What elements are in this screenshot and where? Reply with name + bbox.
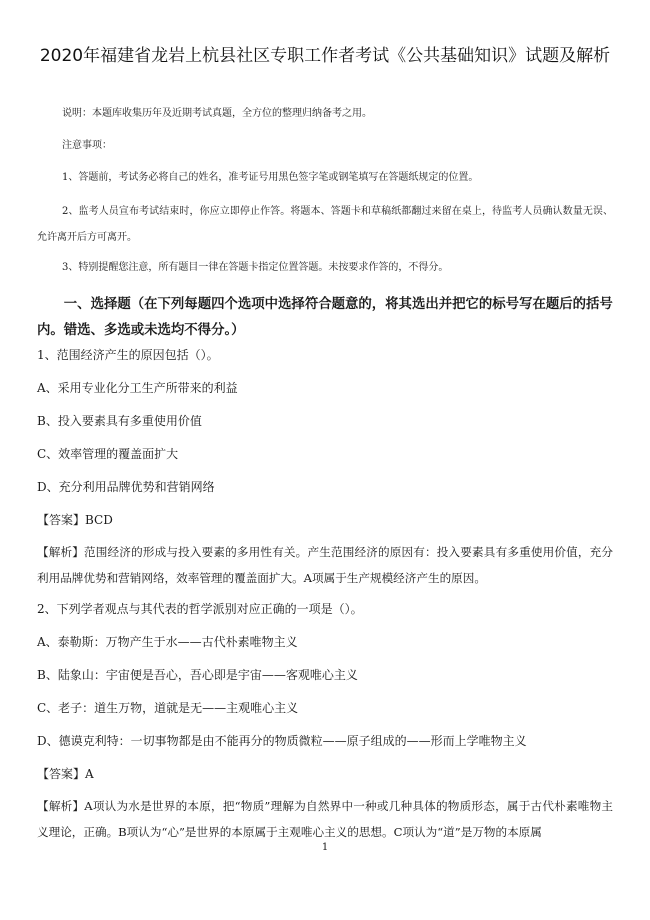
notice-item: 3、特别提醒您注意，所有题目一律在答题卡指定位置答题。未按要求作答的，不得分。 (62, 262, 449, 273)
question-option: C、老子：道生万物，道就是无——主观唯心主义 (37, 701, 299, 715)
document-title: 2020年福建省龙岩上杭县社区专职工作者考试《公共基础知识》试题及解析 (39, 46, 611, 66)
question-option: C、效率管理的覆盖面扩大 (37, 447, 179, 461)
question-option: A、泰勒斯：万物产生于水——古代朴素唯物主义 (37, 635, 298, 649)
question-option: B、投入要素具有多重使用价值 (37, 414, 202, 428)
analysis-text: 【解析】A项认为水是世界的本原，把“物质”理解为自然界中一种或几种具体的物质形态，属于古代朴素唯物主义理论，正确。B项认为“心”是世界的本原属于主观唯心主义的思想。C项认为“道”是万物的本原属 (37, 799, 613, 839)
section-heading: 一、选择题（在下列每题四个选项中选择符合题意的，将其选出并把它的标号写在题后的括号内。错选、多选或未选均不得分。） (37, 297, 613, 338)
question-option: A、采用专业化分工生产所带来的利益 (37, 381, 238, 395)
intro-text: 说明：本题库收集历年及近期考试真题，全方位的整理归纳备考之用。 (62, 108, 372, 119)
answer-label: 【答案】BCD (37, 513, 113, 527)
analysis-text: 【解析】范围经济的形成与投入要素的多用性有关。产生范围经济的原因有：投入要素具有多重使用价值，充分利用品牌优势和营销网络，效率管理的覆盖面扩大。A项属于生产规模经济产生的原因。 (37, 545, 613, 585)
notice-heading: 注意事项： (62, 140, 112, 151)
answer-label: 【答案】A (37, 767, 94, 781)
question-stem: 1、范围经济产生的原因包括（）。 (37, 348, 219, 362)
question-stem: 2、下列学者观点与其代表的哲学派别对应正确的一项是（）。 (37, 602, 363, 616)
question-option: B、陆象山：宇宙便是吾心，吾心即是宇宙——客观唯心主义 (37, 668, 358, 682)
question-option: D、德谟克利特：一切事物都是由不能再分的物质微粒——原子组成的——形而上学唯物主义 (37, 734, 527, 748)
page-number: 1 (321, 842, 329, 853)
notice-item: 2、监考人员宣布考试结束时，你应立即停止作答。将题本、答题卡和草稿纸都翻过来留在桌上，待监考人员确认数量无误、允许离开后方可离开。 (37, 206, 613, 243)
notice-item: 1、答题前，考试务必将自己的姓名，准考证号用黑色签字笔或钢笔填写在答题纸规定的位置。 (62, 172, 479, 183)
question-option: D、充分利用品牌优势和营销网络 (37, 480, 215, 494)
